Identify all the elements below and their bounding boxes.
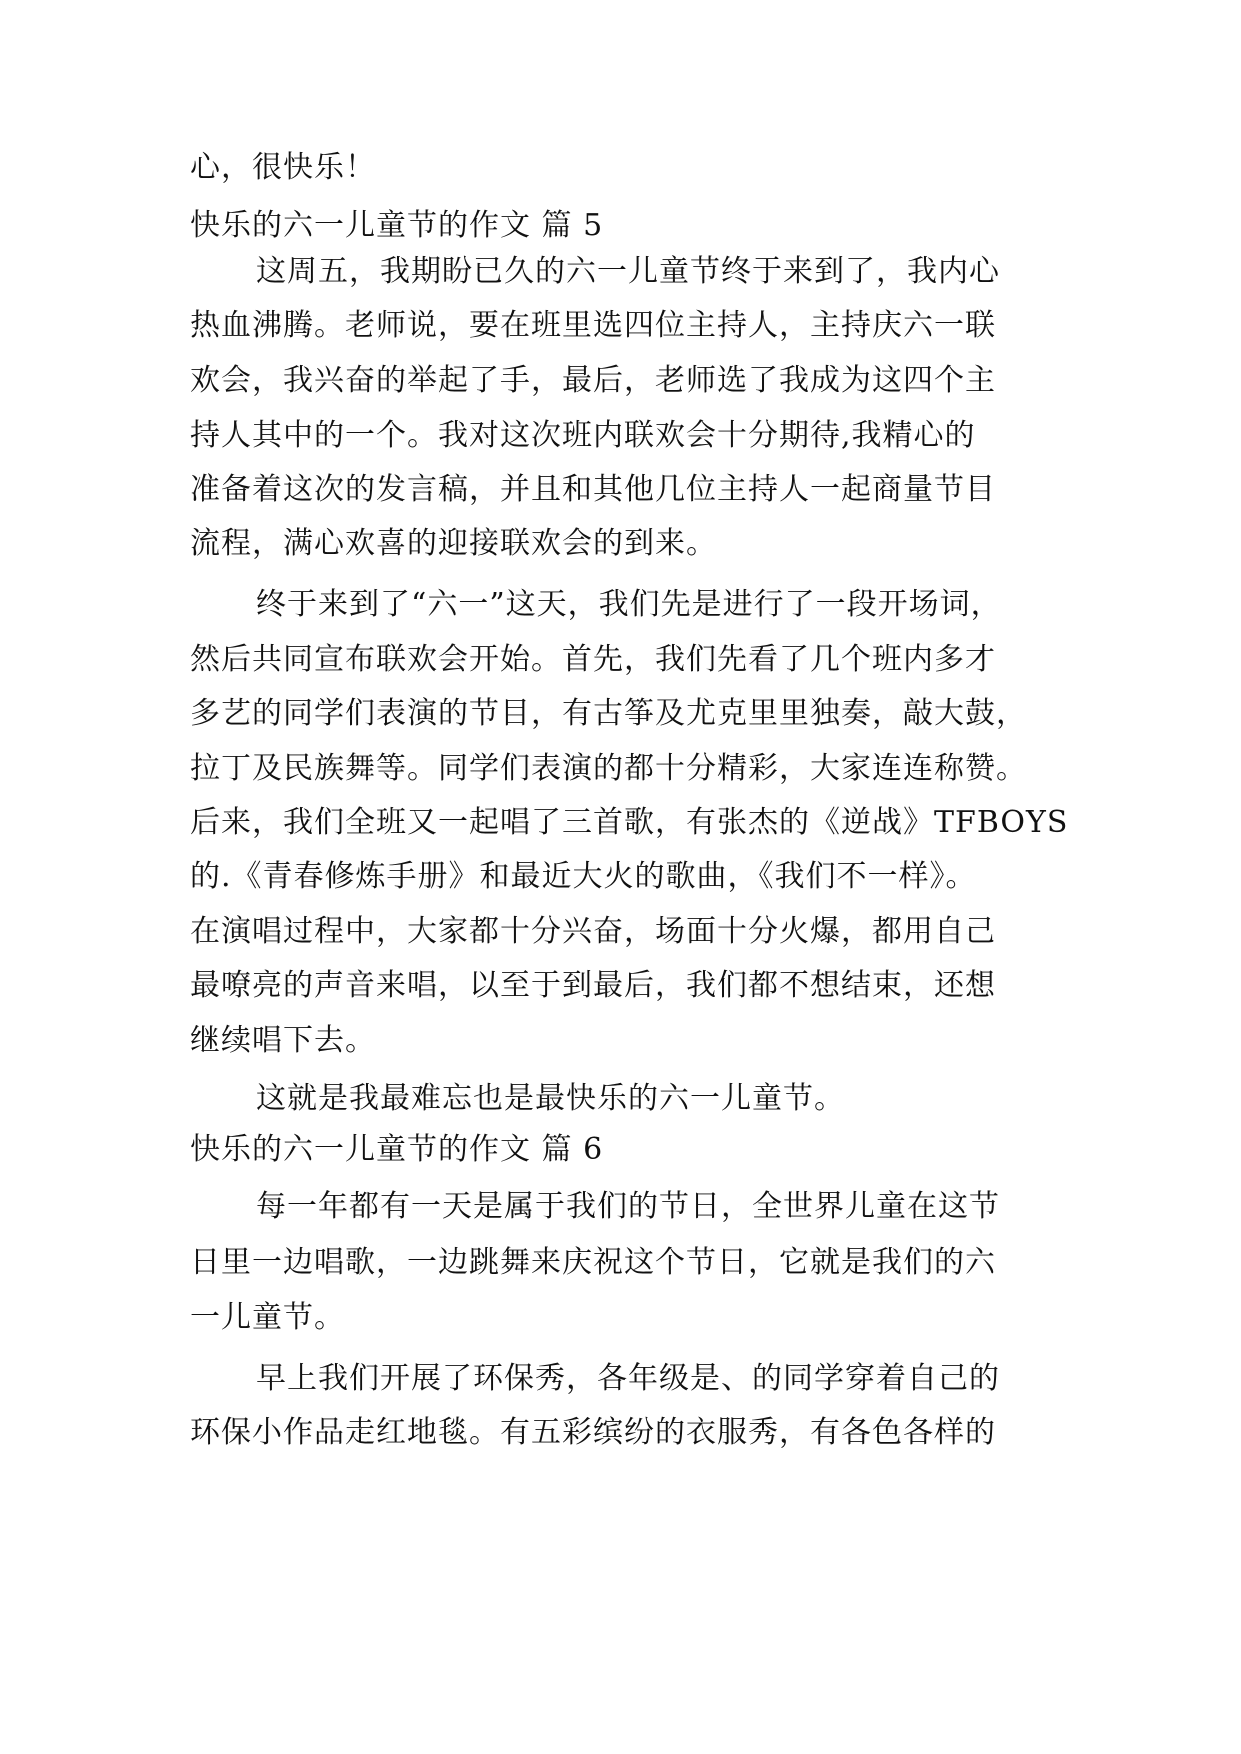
paragraph-line: 最嘹亮的声音来唱，以至于到最后，我们都不想结束，还想 <box>190 968 996 1003</box>
paragraph-line: 多艺的同学们表演的节目，有古筝及尤克里里独奏，敲大鼓， <box>190 696 1027 731</box>
paragraph-line: 每一年都有一天是属于我们的节日，全世界儿童在这节 <box>256 1189 1000 1224</box>
paragraph-line: 在演唱过程中，大家都十分兴奋，场面十分火爆，都用自己 <box>190 914 996 949</box>
paragraph-line: 日里一边唱歌，一边跳舞来庆祝这个节日，它就是我们的六 <box>190 1245 996 1280</box>
paragraph-line: 持人其中的一个。我对这次班内联欢会十分期待,我精心的 <box>190 418 976 453</box>
section-heading: 快乐的六一儿童节的作文 篇 5 <box>190 208 604 243</box>
paragraph-line: 早上我们开展了环保秀，各年级是、的同学穿着自己的 <box>256 1361 1000 1396</box>
paragraph-line: 这周五，我期盼已久的六一儿童节终于来到了，我内心 <box>256 254 1000 289</box>
paragraph-line: 欢会，我兴奋的举起了手，最后，老师选了我成为这四个主 <box>190 363 996 398</box>
paragraph-line: 拉丁及民族舞等。同学们表演的都十分精彩，大家连连称赞。 <box>190 751 1027 786</box>
paragraph-line: 终于来到了“六一”这天，我们先是进行了一段开场词， <box>256 587 1002 622</box>
paragraph-line: 一儿童节。 <box>190 1300 345 1335</box>
paragraph-line: 这就是我最难忘也是最快乐的六一儿童节。 <box>256 1081 845 1116</box>
paragraph-line: 准备着这次的发言稿，并且和其他几位主持人一起商量节目 <box>190 472 996 507</box>
section-heading: 快乐的六一儿童节的作文 篇 6 <box>190 1132 604 1167</box>
paragraph-line: 环保小作品走红地毯。有五彩缤纷的衣服秀，有各色各样的 <box>190 1415 996 1450</box>
paragraph-line: 心，很快乐！ <box>190 150 376 185</box>
paragraph-line: 然后共同宣布联欢会开始。首先，我们先看了几个班内多才 <box>190 642 996 677</box>
paragraph-line: 流程，满心欢喜的迎接联欢会的到来。 <box>190 526 717 561</box>
paragraph-line: 热血沸腾。老师说，要在班里选四位主持人，主持庆六一联 <box>190 308 996 343</box>
paragraph-line: 后来，我们全班又一起唱了三首歌，有张杰的《逆战》TFBOYS <box>190 805 1069 840</box>
paragraph-line: 的.《青春修炼手册》和最近大火的歌曲，《我们不一样》。 <box>190 859 977 894</box>
paragraph-line: 继续唱下去。 <box>190 1023 376 1058</box>
